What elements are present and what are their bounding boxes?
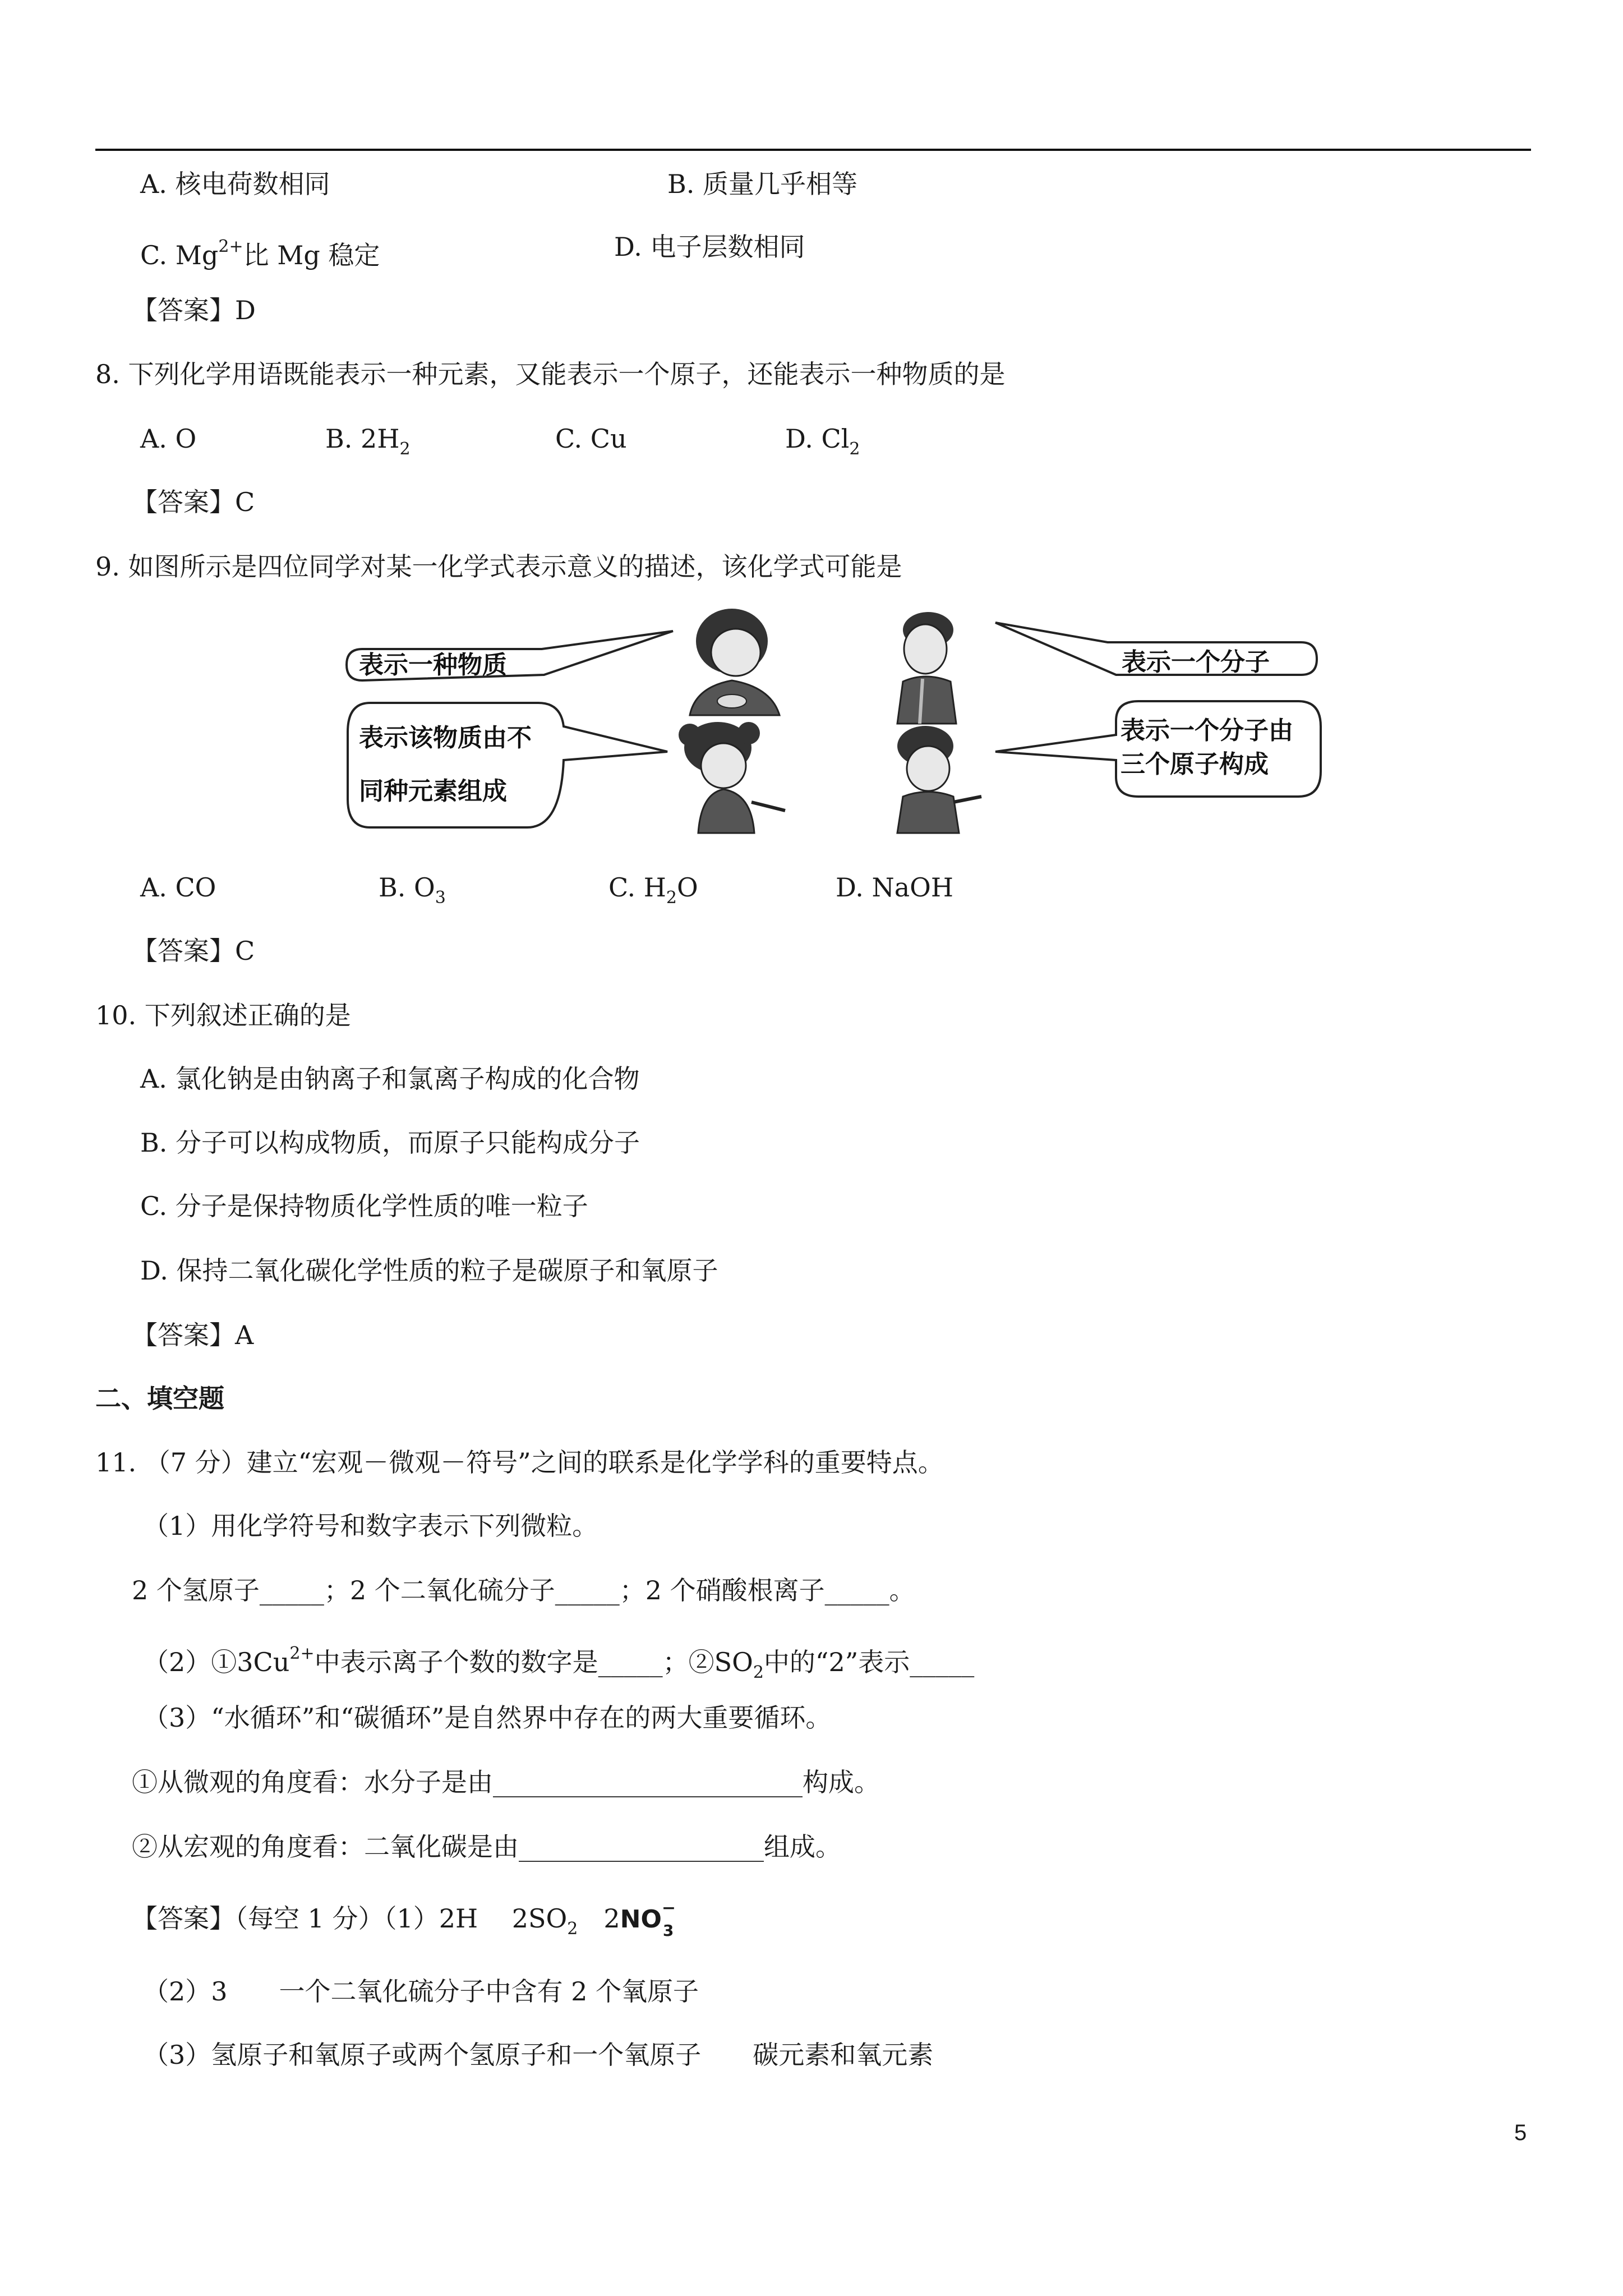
q11-answer: 【答案】（每空 1 分）（1）2H $2SO_2$ 2NO − 3 xyxy=(132,1898,676,1940)
q9-option-a: A. CO xyxy=(140,872,216,903)
svg-text:三个原子构成: 三个原子构成 xyxy=(1121,750,1269,779)
q9-stem: 9. 如图所示是四位同学对某一化学式表示意义的描述，该化学式可能是 xyxy=(95,551,902,582)
q8-answer: 【答案】C xyxy=(132,487,255,517)
q9-option-d: D. NaOH xyxy=(836,872,953,903)
student-figure-2 xyxy=(897,612,956,724)
svg-text:表示一个分子: 表示一个分子 xyxy=(1122,648,1270,677)
q9-option-b: B. $O_3$ xyxy=(379,872,446,908)
q11-part2: $(2)①3Cu^{2+}$中表示离子个数的数字是_____；$②SO_2$中的“2”表示_____ xyxy=(143,1644,975,1682)
q8-option-d: D. $Cl_2$ xyxy=(785,424,860,459)
q10-option-d: D. 保持二氧化碳化学性质的粒子是碳原子和氧原子 xyxy=(140,1255,718,1286)
q11-answer-part2: （2）3 一个二氧化硫分子中含有 2 个氧原子 xyxy=(143,1976,699,2007)
q8-option-a: A. O xyxy=(140,424,197,454)
q10-answer: 【答案】A xyxy=(132,1320,254,1350)
q11-part3-macro: ②从宏观的角度看：二氧化碳是由___________________组成。 xyxy=(132,1832,841,1862)
q10-option-a: A. 氯化钠是由钠离子和氯离子构成的化合物 xyxy=(140,1064,640,1094)
q8-option-b: B. $2H_2$ xyxy=(325,424,411,459)
q8-stem: 8. 下列化学用语既能表示一种元素，又能表示一个原子，还能表示一种物质的是 xyxy=(95,359,1006,389)
q7-option-c: C. $Mg^{2+}$比 Mg 稳定 xyxy=(140,237,380,270)
svg-text:表示一个分子由: 表示一个分子由 xyxy=(1121,716,1293,745)
page-number: 5 xyxy=(1514,2120,1527,2145)
q7-option-d: D. 电子层数相同 xyxy=(614,232,805,262)
header-rule xyxy=(95,149,1531,151)
nitrate-ion: NO − 3 xyxy=(620,1898,676,1940)
q8-option-c: C. Cu xyxy=(555,424,627,454)
q10-stem: 10. 下列叙述正确的是 xyxy=(95,1000,351,1030)
svg-text:表示该物质由不: 表示该物质由不 xyxy=(359,724,532,752)
student-figure-4 xyxy=(897,726,981,833)
q7-option-b: B. 质量几乎相等 xyxy=(667,169,858,199)
q10-option-c: C. 分子是保持物质化学性质的唯一粒子 xyxy=(140,1191,588,1221)
q10-option-b: B. 分子可以构成物质，而原子只能构成分子 xyxy=(140,1128,640,1158)
q11-part3-micro: ①从微观的角度看：水分子是由________________________构成。 xyxy=(132,1767,880,1797)
q11-part1-blanks: 2 个氢原子_____；2 个二氧化硫分子_____；2 个硝酸根离子_____。 xyxy=(132,1575,915,1605)
section-heading: 二、填空题 xyxy=(95,1383,224,1414)
q11-part1: （1）用化学符号和数字表示下列微粒。 xyxy=(143,1511,598,1541)
svg-text:表示一种物质: 表示一种物质 xyxy=(359,651,507,679)
bubble-bottom-right xyxy=(995,701,1321,797)
q11-stem: 11. （7 分）建立“宏观－微观－符号”之间的联系是化学学科的重要特点。 xyxy=(95,1447,944,1478)
q9-figure xyxy=(336,609,1324,844)
q11-answer-part3: （3）氢原子和氧原子或两个氢原子和一个氧原子 碳元素和氧元素 xyxy=(143,2040,934,2070)
q11-part3: （3）“水循环”和“碳循环”是自然界中存在的两大重要循环。 xyxy=(143,1703,832,1733)
bubble-top-left xyxy=(347,631,673,680)
student-figure-1 xyxy=(690,609,780,715)
q7-option-a: A. 核电荷数相同 xyxy=(140,169,330,199)
q9-option-c: C. $H_2O$ xyxy=(608,872,698,908)
bubble-top-right xyxy=(995,623,1317,677)
student-figure-3 xyxy=(679,722,785,833)
q7-answer: 【答案】D xyxy=(132,295,256,325)
q9-answer: 【答案】C xyxy=(132,936,255,966)
bubble-bottom-left xyxy=(348,703,667,827)
svg-text:同种元素组成: 同种元素组成 xyxy=(359,777,507,806)
